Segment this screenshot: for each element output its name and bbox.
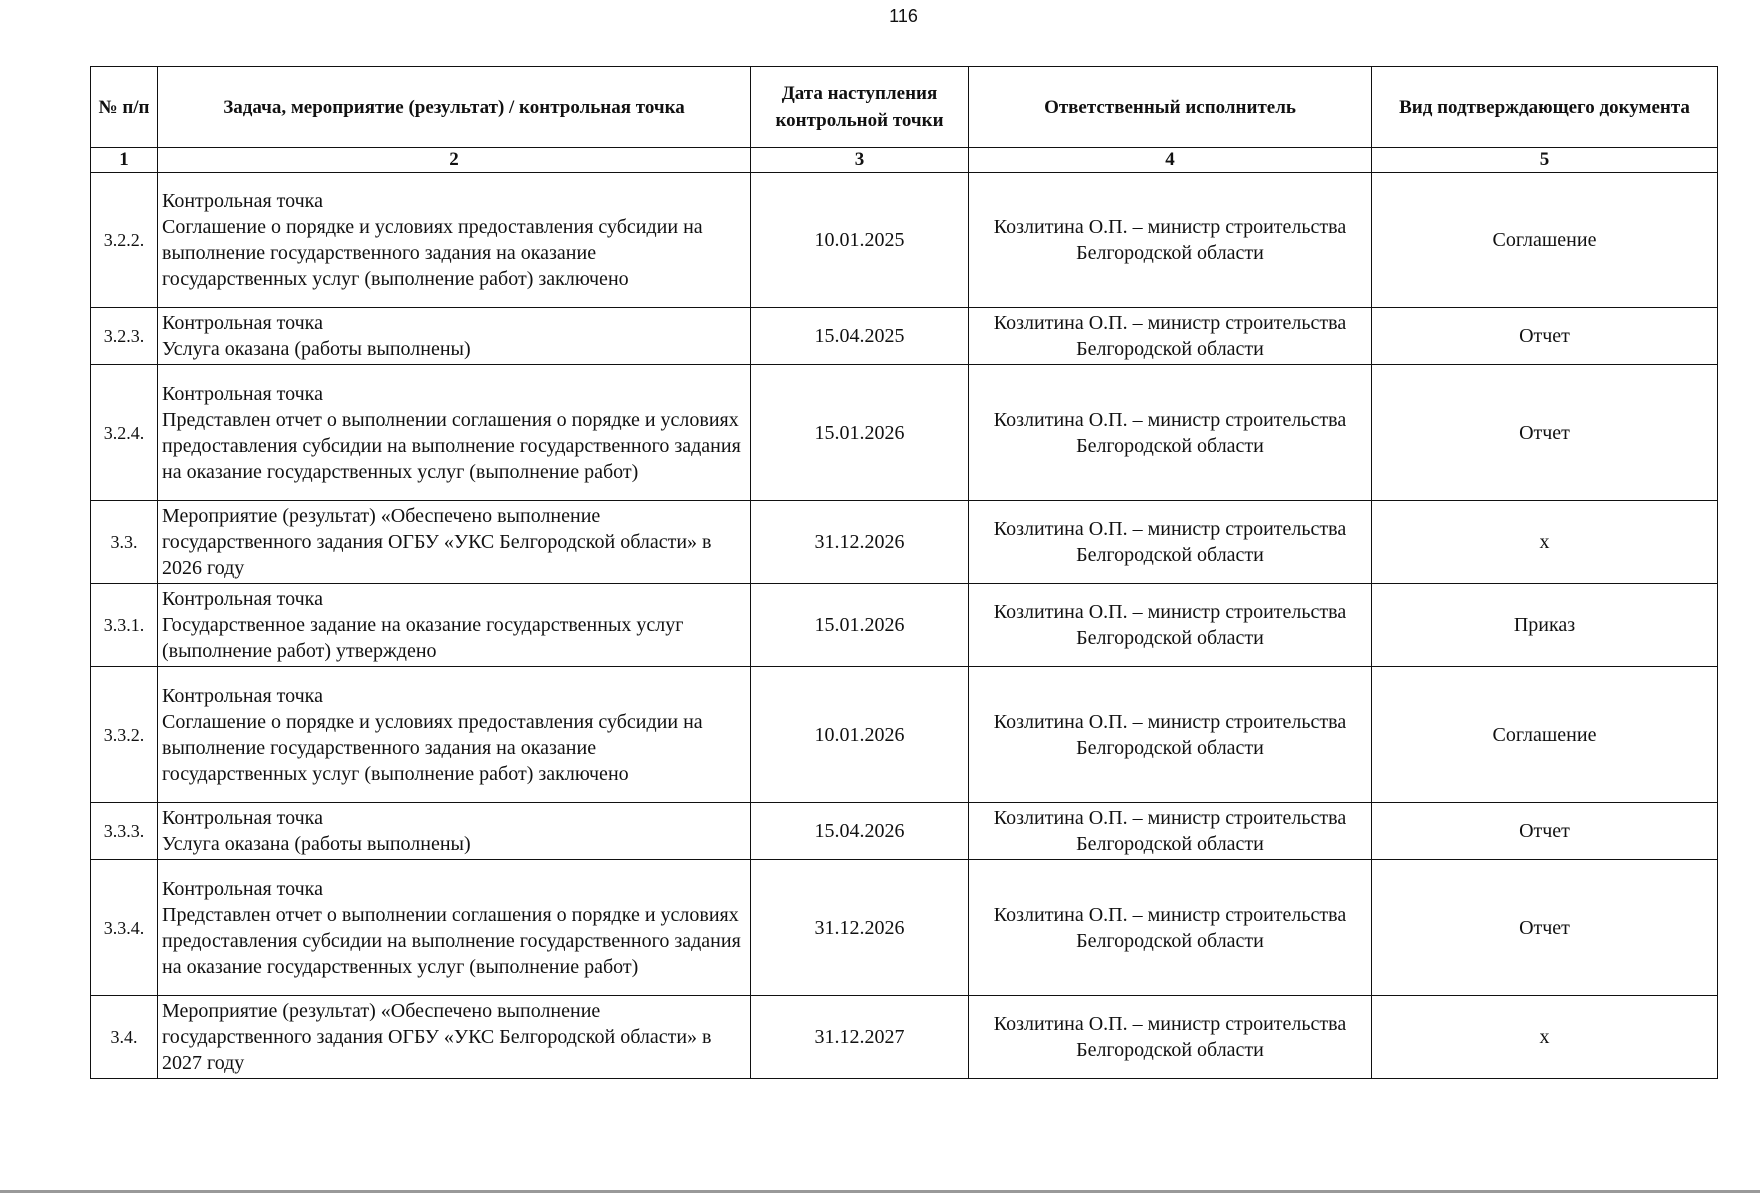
column-number-row [91,148,1718,173]
executor-text: Белгородской области [1076,627,1264,649]
table-row [91,173,1718,308]
document-type: х [1372,501,1718,584]
executor-cell [969,501,1372,584]
task-text: Представлен отчет о выполнении соглашения о порядке и условиях предоставления субсидии на выполнение государственного задания на оказание государственных услуг (выполнение работ) [162,408,741,483]
control-date: 15.04.2025 [751,308,969,365]
task-text: Государственное задание на оказание государственных услуг (выполнение работ) утверждено [162,614,684,662]
document-type: Отчет [1372,308,1718,365]
header-executor: Ответственный исполнитель [969,67,1372,148]
table-body [91,173,1718,1079]
task-type: Контрольная точка [162,877,323,900]
control-date: 10.01.2026 [751,667,969,803]
task-text: Соглашение о порядке и условиях предоставления субсидии на выполнение государственного задания на оказание государственных услуг (выполнение работ) заключено [162,216,703,290]
task-type: Контрольная точка [162,190,323,212]
table-row [91,803,1718,860]
row-number: 3.2.2. [91,173,158,308]
executor-cell [969,584,1372,667]
executor-text: Белгородской области [1076,242,1264,264]
control-date: 15.01.2026 [751,584,969,667]
task-text: Мероприятие (результат) «Обеспечено выполнение государственного задания ОГБУ «УКС Белгородской области» в 2027 году [162,1000,712,1074]
document-type: Отчет [1372,860,1718,996]
row-number: 3.2.3. [91,308,158,365]
header-row [91,67,1718,148]
page-number: 116 [889,6,918,26]
document-type: Соглашение [1372,173,1718,308]
table-row [91,584,1718,667]
column-number: 3 [751,148,969,173]
executor-text: Белгородской области [1076,833,1264,855]
table-row [91,667,1718,803]
executor-text: Белгородской области [1076,338,1264,360]
executor-cell [969,173,1372,308]
row-number: 3.3. [91,501,158,584]
table-row [91,996,1718,1079]
executor-cell [969,860,1372,996]
task-type: Контрольная точка [162,382,323,405]
task-cell [158,501,751,584]
row-number: 3.4. [91,996,158,1079]
executor-text: Белгородской области [1076,736,1264,759]
task-cell [158,667,751,803]
executor-text: Белгородской области [1076,544,1264,566]
column-number: 1 [91,148,158,173]
document-type: Приказ [1372,584,1718,667]
table-row [91,308,1718,365]
task-cell [158,173,751,308]
task-text: Услуга оказана (работы выполнены) [162,833,471,855]
task-cell [158,996,751,1079]
control-date: 31.12.2026 [751,501,969,584]
control-date: 15.04.2026 [751,803,969,860]
task-type: Контрольная точка [162,807,323,829]
executor-text: Козлитина О.П. – министр строительства [993,601,1347,623]
table-row [91,860,1718,996]
row-number: 3.3.1. [91,584,158,667]
task-cell [158,308,751,365]
executor-text: Козлитина О.П. – министр строительства [993,216,1347,238]
scan-edge-line [0,1190,1760,1193]
executor-text: Белгородской области [1076,434,1264,457]
executor-text: Козлитина О.П. – министр строительства [993,518,1347,540]
executor-text: Козлитина О.П. – министр строительства [993,903,1347,926]
column-number: 2 [158,148,751,173]
document-type: Отчет [1372,803,1718,860]
task-cell [158,365,751,501]
executor-text: Белгородской области [1076,1039,1264,1061]
executor-text: Козлитина О.П. – министр строительства [993,408,1347,431]
task-type: Контрольная точка [162,684,323,707]
control-date: 15.01.2026 [751,365,969,501]
task-cell [158,803,751,860]
column-number: 5 [1372,148,1718,173]
task-cell [158,584,751,667]
row-number: 3.2.4. [91,365,158,501]
table-row [91,365,1718,501]
header-document: Вид подтверждающего документа [1372,67,1718,148]
row-number: 3.3.3. [91,803,158,860]
executor-cell [969,803,1372,860]
task-text: Услуга оказана (работы выполнены) [162,338,471,360]
executor-text: Белгородской области [1076,929,1264,952]
document-type: Соглашение [1372,667,1718,803]
control-points-table [90,66,1718,1079]
table-row [91,501,1718,584]
task-cell [158,860,751,996]
executor-cell [969,996,1372,1079]
task-type: Контрольная точка [162,312,323,334]
header-task: Задача, мероприятие (результат) / контрольная точка [158,67,751,148]
column-number: 4 [969,148,1372,173]
task-text: Представлен отчет о выполнении соглашения о порядке и условиях предоставления субсидии на выполнение государственного задания на оказание государственных услуг (выполнение работ) [162,903,741,978]
row-number: 3.3.2. [91,667,158,803]
executor-text: Козлитина О.П. – министр строительства [993,710,1347,733]
task-type: Контрольная точка [162,588,323,610]
task-text: Мероприятие (результат) «Обеспечено выполнение государственного задания ОГБУ «УКС Белгородской области» в 2026 году [162,505,712,579]
executor-text: Козлитина О.П. – министр строительства [993,312,1347,334]
row-number: 3.3.4. [91,860,158,996]
header-number: № п/п [91,67,158,148]
document-type: х [1372,996,1718,1079]
executor-text: Козлитина О.П. – министр строительства [993,1013,1347,1035]
executor-cell [969,308,1372,365]
control-date: 31.12.2026 [751,860,969,996]
executor-cell [969,667,1372,803]
executor-text: Козлитина О.П. – министр строительства [993,807,1347,829]
executor-cell [969,365,1372,501]
control-date: 31.12.2027 [751,996,969,1079]
header-date: Дата наступления контрольной точки [751,67,969,148]
task-text: Соглашение о порядке и условиях предоставления субсидии на выполнение государственного задания на оказание государственных услуг (выполнение работ) заключено [162,710,703,785]
document-type: Отчет [1372,365,1718,501]
control-date: 10.01.2025 [751,173,969,308]
